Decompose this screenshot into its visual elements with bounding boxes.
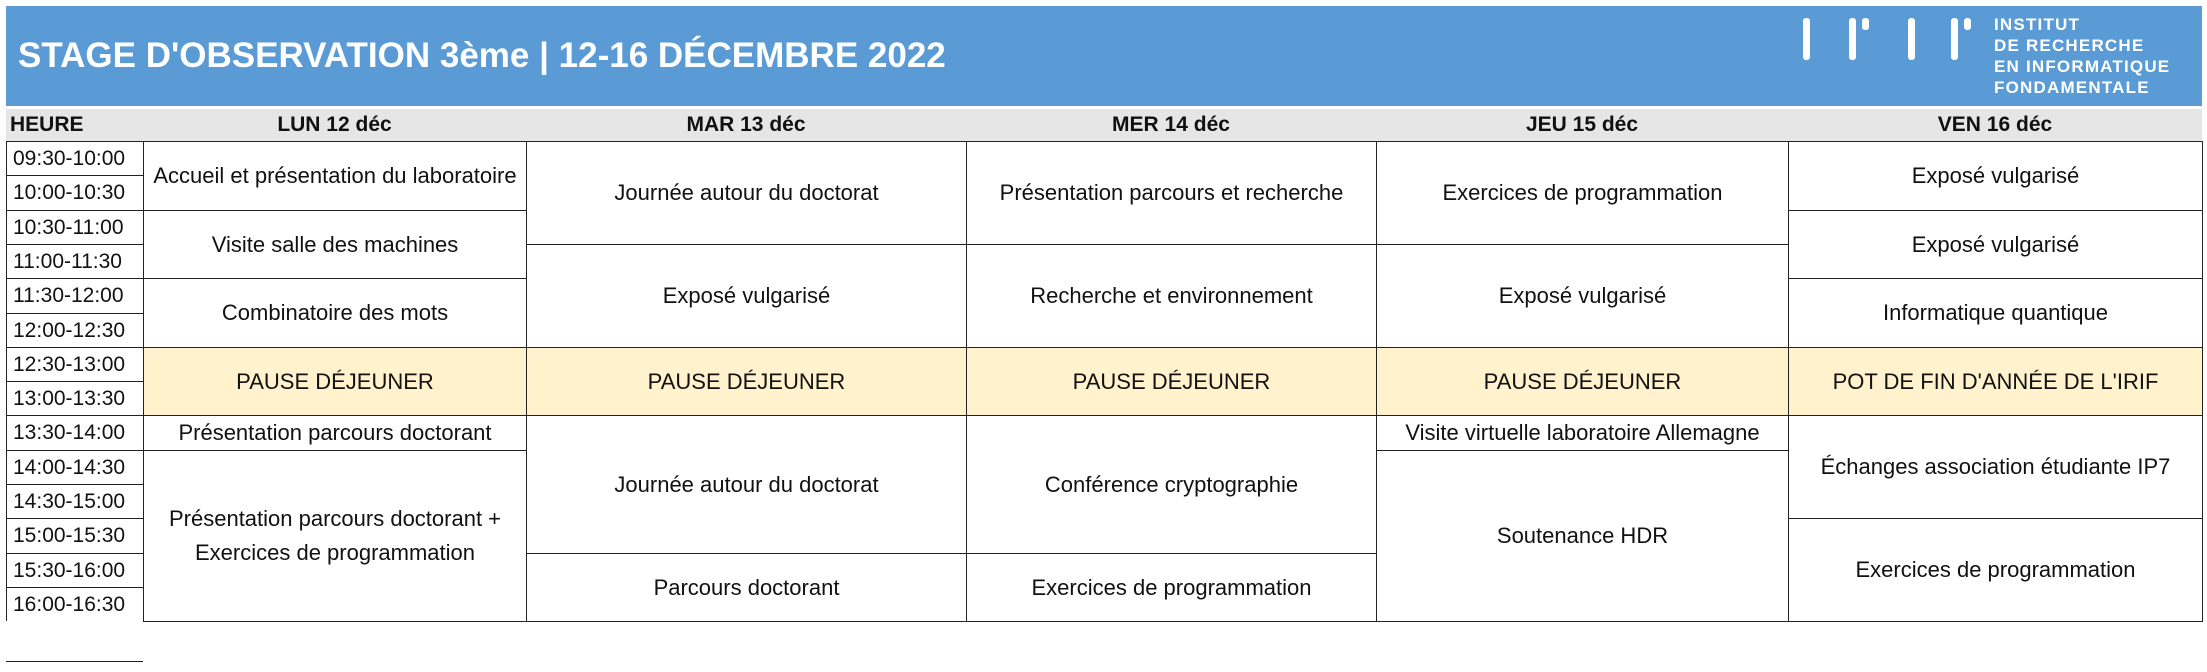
day-header: VEN 16 déc <box>1937 113 2053 136</box>
event-cell: Exercices de programmation <box>1788 518 2203 622</box>
lunch-break-cell: PAUSE DÉJEUNER <box>966 347 1377 416</box>
time-slot: 09:30-10:00 <box>6 141 143 175</box>
event-cell: Accueil et présentation du laboratoire <box>143 141 527 211</box>
event-cell: Parcours doctorant <box>526 553 967 622</box>
time-slot: 11:30-12:00 <box>6 278 143 313</box>
event-cell: Présentation parcours doctorant + Exercices de programmation <box>143 450 527 622</box>
institute-name-line: DE RECHERCHE <box>1994 36 2145 55</box>
event-cell: Journée autour du doctorat <box>526 141 967 245</box>
institute-name-line: FONDAMENTALE <box>1994 78 2150 97</box>
time-column-header: HEURE <box>10 113 84 136</box>
event-cell: Exposé vulgarisé <box>1788 141 2203 211</box>
time-slot: 11:00-11:30 <box>6 244 143 278</box>
institute-name-line: EN INFORMATIQUE <box>1994 57 2171 76</box>
time-slot: 10:30-11:00 <box>6 210 143 244</box>
event-cell: Exposé vulgarisé <box>1788 210 2203 279</box>
event-cell: Soutenance HDR <box>1376 450 1789 622</box>
day-header: LUN 12 déc <box>277 113 392 136</box>
time-slot: 13:00-13:30 <box>6 381 143 415</box>
day-header: JEU 15 déc <box>1525 113 1639 136</box>
event-cell: Journée autour du doctorat <box>526 415 967 554</box>
event-cell: Combinatoire des mots <box>143 278 527 348</box>
time-slot: 12:00-12:30 <box>6 313 143 347</box>
event-cell: Présentation parcours doctorant <box>143 415 527 451</box>
time-column-bottom-border <box>6 661 143 662</box>
event-cell: Conférence cryptographie <box>966 415 1377 554</box>
day-header: MAR 13 déc <box>686 113 806 136</box>
event-cell: Présentation parcours et recherche <box>966 141 1377 245</box>
page-title: STAGE D'OBSERVATION 3ème | 12-16 DÉCEMBRE 2022 <box>18 36 946 75</box>
lunch-break-cell: POT DE FIN D'ANNÉE DE L'IRIF <box>1788 347 2203 416</box>
lunch-break-cell: PAUSE DÉJEUNER <box>1376 347 1789 416</box>
event-cell: Exercices de programmation <box>966 553 1377 622</box>
event-cell: Exercices de programmation <box>1376 141 1789 245</box>
event-cell: Échanges association étudiante IP7 <box>1788 415 2203 519</box>
time-slot: 14:00-14:30 <box>6 450 143 484</box>
time-slot: 10:00-10:30 <box>6 175 143 210</box>
event-cell: Exposé vulgarisé <box>526 244 967 348</box>
event-cell: Recherche et environnement <box>966 244 1377 348</box>
time-slot: 14:30-15:00 <box>6 484 143 518</box>
event-cell: Visite virtuelle laboratoire Allemagne <box>1376 415 1789 451</box>
lunch-break-cell: PAUSE DÉJEUNER <box>526 347 967 416</box>
event-cell: Exposé vulgarisé <box>1376 244 1789 348</box>
day-header: MER 14 déc <box>1112 113 1230 136</box>
time-slot: 12:30-13:00 <box>6 347 143 381</box>
time-slot: 16:00-16:30 <box>6 587 143 621</box>
event-cell: Informatique quantique <box>1788 278 2203 348</box>
lunch-break-cell: PAUSE DÉJEUNER <box>143 347 527 416</box>
event-cell: Visite salle des machines <box>143 210 527 279</box>
time-slot: 15:30-16:00 <box>6 553 143 587</box>
institute-name-line: INSTITUT <box>1994 15 2081 34</box>
time-slot: 15:00-15:30 <box>6 518 143 553</box>
time-slot: 13:30-14:00 <box>6 415 143 450</box>
